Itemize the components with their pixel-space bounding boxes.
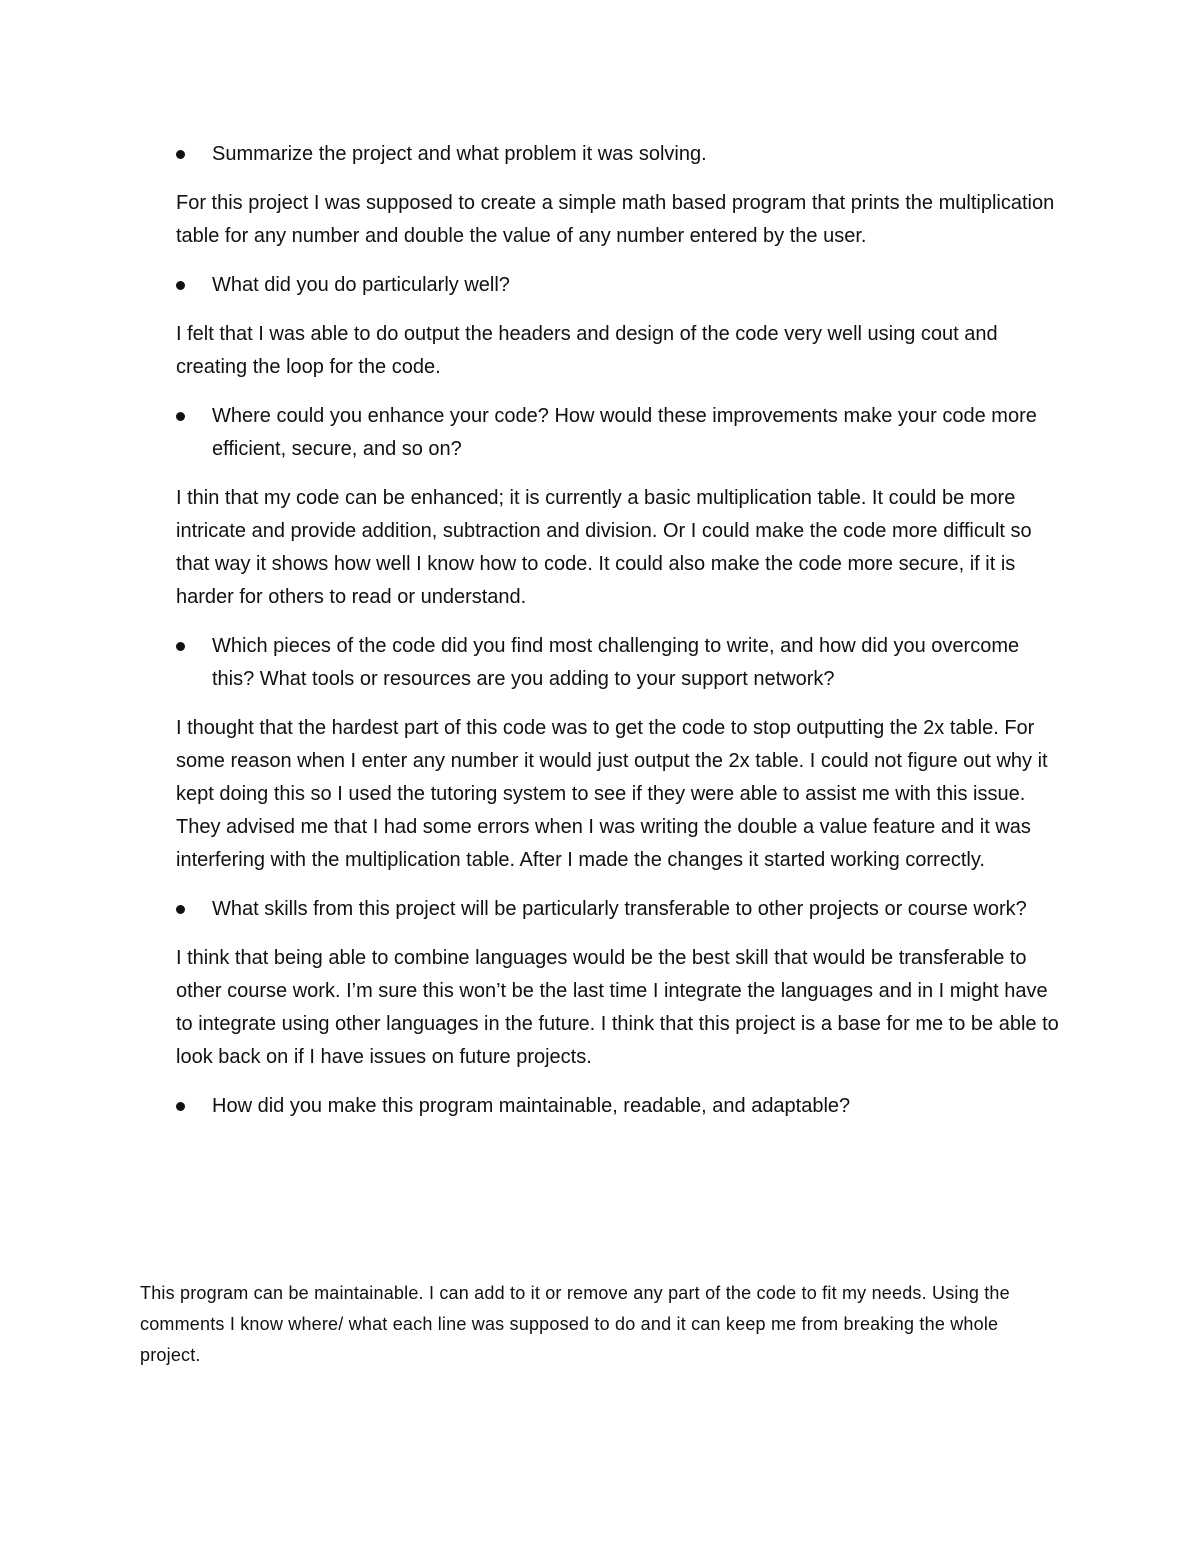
bullet-icon: [176, 412, 185, 421]
answer-paragraph: I think that being able to combine languages would be the best skill that would be transferable to other course work. I’m sure this won’t be the last time I integrate the languages and in I might have to integrate using other languages in the future. I think that this project is a base for me to be able to look back on if I have issues on future projects.: [176, 947, 1059, 1068]
question-text: Summarize the project and what problem it was solving.: [212, 143, 707, 165]
bullet-icon: [176, 281, 185, 290]
question-bullet: [176, 630, 1066, 696]
answer-paragraph: I felt that I was able to do output the headers and design of the code very well using cout and creating the loop for the code.: [176, 323, 998, 378]
question-text: What did you do particularly well?: [212, 274, 510, 296]
question-bullet: [176, 269, 1066, 302]
answer-paragraph: I thought that the hardest part of this code was to get the code to stop outputting the 2x table. For some reason when I enter any number it would just output the 2x table. I could not figure out why it kept doing this so I used the tutoring system to see if they were able to assist me with this issue. They advised me that I had some errors when I was writing the double a value feature and it was interfering with the multiplication table. After I made the changes it started working correctly.: [176, 717, 1048, 871]
reflection-sections: [176, 138, 1066, 1139]
question-text: Which pieces of the code did you find most challenging to write, and how did you overcome this? What tools or resources are you adding to your support network?: [212, 635, 1020, 690]
question-bullet: [176, 138, 1066, 171]
answer-paragraph: For this project I was supposed to create a simple math based program that prints the multiplication table for any number and double the value of any number entered by the user.: [176, 192, 1055, 247]
question-text: How did you make this program maintainable, readable, and adaptable?: [212, 1095, 851, 1117]
answer-paragraph: I thin that my code can be enhanced; it is currently a basic multiplication table. It could be more intricate and provide addition, subtraction and division. Or I could make the code more difficult so that way it shows how well I know how to code. It could also make the code more secure, if it is harder for others to read or understand.: [176, 487, 1032, 608]
question-bullet: [176, 1090, 1066, 1123]
bullet-icon: [176, 150, 185, 159]
bullet-icon: [176, 642, 185, 651]
question-bullet: [176, 893, 1066, 926]
question-text: What skills from this project will be particularly transferable to other projects or course work?: [212, 898, 1027, 920]
question-bullet: [176, 400, 1066, 466]
bullet-icon: [176, 1102, 185, 1111]
question-text: Where could you enhance your code? How would these improvements make your code more efficient, secure, and so on?: [212, 405, 1037, 460]
bullet-icon: [176, 905, 185, 914]
final-answer-paragraph: This program can be maintainable. I can add to it or remove any part of the code to fit my needs. Using the comments I know where/ what each line was supposed to do and it can keep me from breaking the whole project.: [140, 1283, 1010, 1365]
